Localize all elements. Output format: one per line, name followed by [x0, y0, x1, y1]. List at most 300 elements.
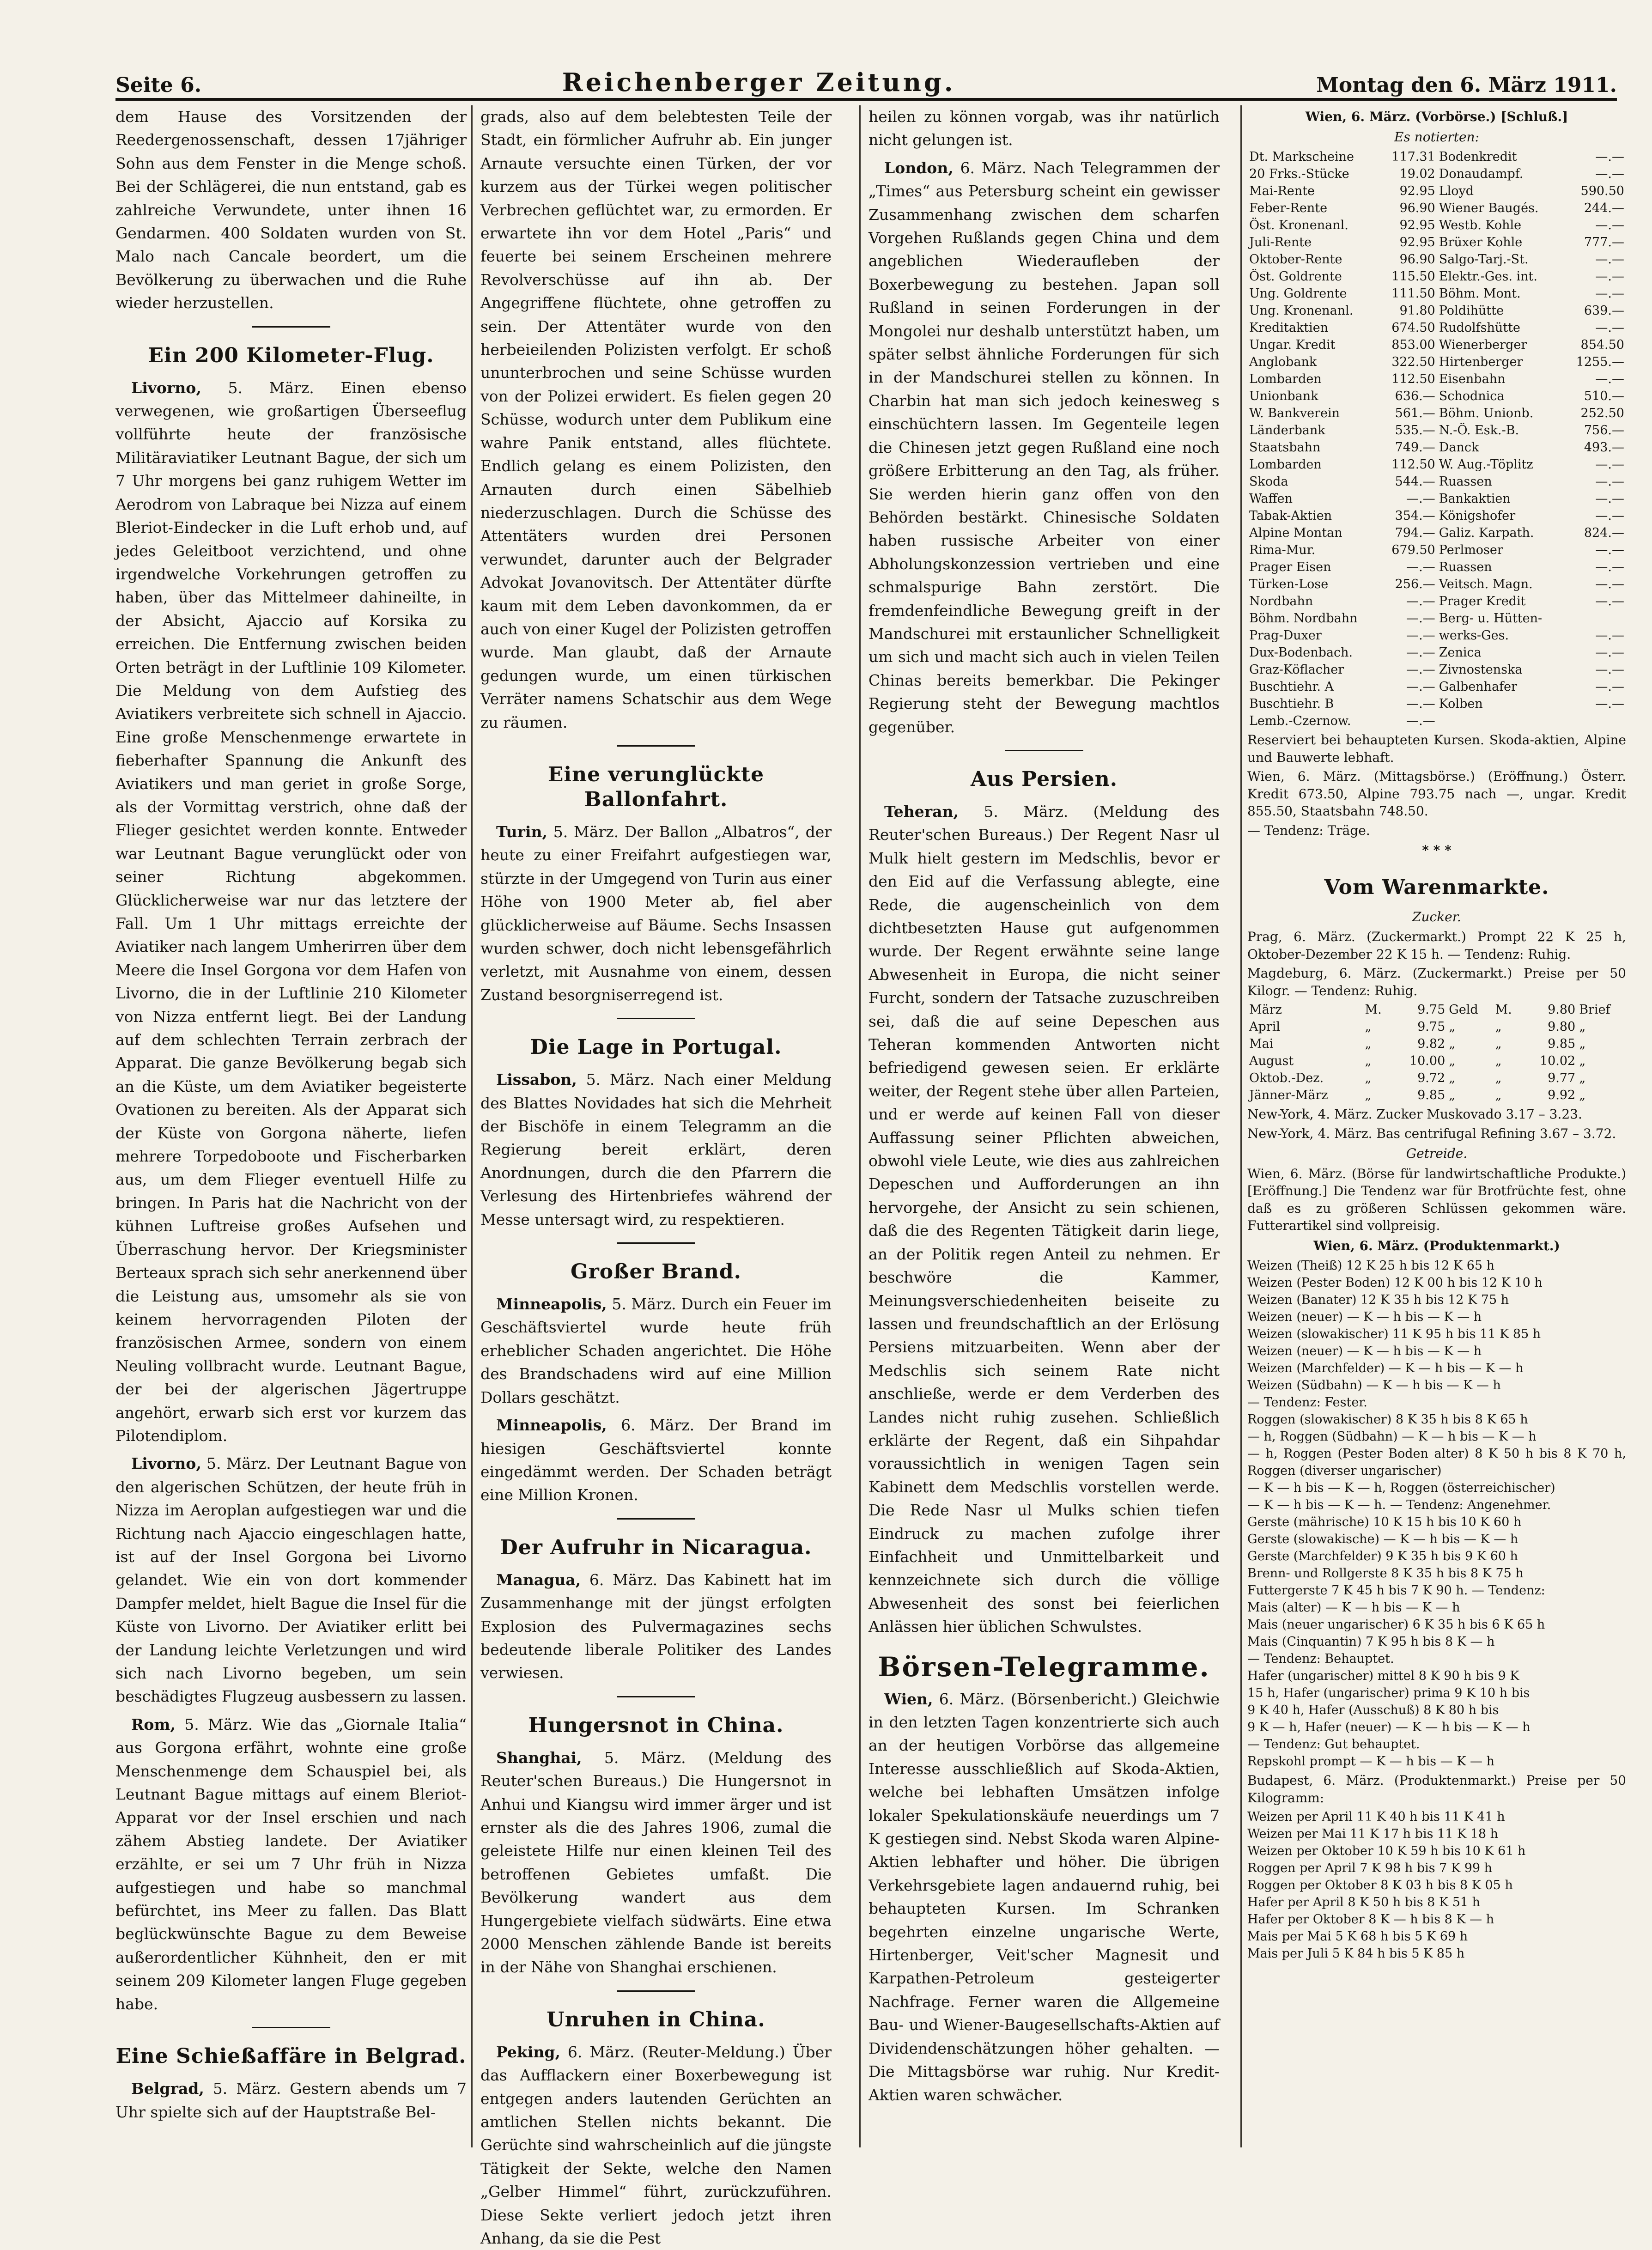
article-continuation: dem Hause des Vorsitzenden der Reedergenossenschaft, dessen 17jähriger Sohn aus dem Fenster in die Menge schoß. Bei der Schlägerei, die nun entstand, gab es zahlreiche Verwundete, unter ihnen 16 Gendarmen. 400 Soldaten wurden von St. Malo nach Cancale beordert, um die Bevölkerung zu überwachen und die Ruhe wieder herzustellen.: [115, 108, 467, 312]
dateline: London,: [884, 158, 954, 177]
sugar-cell: 10.00: [1409, 1054, 1446, 1068]
stock-name: Ruassen: [1439, 560, 1492, 574]
stock-price: 824.—: [1584, 526, 1624, 540]
stock-name: Elektr.-Ges. int.: [1439, 269, 1537, 284]
headline-nicaragua: Der Aufruhr in Nicaragua.: [500, 1535, 812, 1559]
sugar-cell: M.: [1495, 1003, 1512, 1017]
column-4-markets: [1247, 105, 1626, 2147]
header-rule: [115, 98, 1617, 101]
dateline: Shanghai,: [496, 1748, 582, 1767]
stock-name: Perlmoser: [1439, 543, 1503, 557]
budapest-row: Weizen per April 11 K 40 h bis 11 K 41 h: [1247, 1810, 1505, 1824]
produktenmarkt-heading: Wien, 6. März. (Produktenmarkt.): [1313, 1238, 1560, 1253]
stock-name: werks-Ges.: [1439, 628, 1509, 643]
sugar-cell: „: [1579, 1054, 1586, 1068]
stock-price: 794.—: [1395, 526, 1435, 540]
grain-row: Mais (Cinquantin) 7 K 95 h bis 8 K — h: [1247, 1635, 1495, 1649]
stock-price: 112.50: [1391, 457, 1435, 472]
paragraph-text: 5. März. Einen ebenso verwegenen, wie großartigen Überseeflug vollführte heute der französische Militäraviatiker Leutnant Bague, der sich um 7 Uhr morgens bei ganz ruhigem Wetter im Aerodrom von Labraque bei Nizza auf einem Bleriot-Eindecker in die Luft erhob und, auf jedes Geleitboot verzichtend, und ohne irgendwelche Vorkehrungen getroffen zu haben, über das Mittelmeer dahineilte, in der Absicht, Ajaccio auf Korsika zu erreichen. Die Entfernung zwischen beiden Orten beträgt in der Luftlinie 109 Kilometer. Die Meldung von dem Aufstieg des Aviatikers verbreitete sich schnell in Ajaccio. Eine große Menschenmenge erwartete in fieberhafter Spannung die Ankunft des Aviatikers und man geriet in große Sorge, als der Vormittag verstrich, ohne daß der Flieger gesichtet werden konnte. Entweder war Leutnant Bague verunglückt oder von seiner Richtung abgekommen. Glücklicherweise war nur das letztere der Fall. Um 1 Uhr mittags erreichte der Aviatiker nach langem Umherirren über dem Meere die Insel Gorgona vor dem Hafen von Livorno, die in der Luftlinie 210 Kilometer von Nizza entfernt liegt. Bei der Landung auf dem schlechten Terrain zerbrach der Apparat. Die ganze Bevölkerung begab sich an die Küste, um dem Aviatiker begeisterte Ovationen zu bereiten. Als der Apparat sich der Küste von Gorgona näherte, liefen mehrere Torpedoboote und Fischerbarken aus, um dem Flieger eventuell Hilfe zu bringen. In Paris hat die Nachricht von der kühnen Luftreise großes Aufsehen und Überraschung hervor. Der Kriegsminister Berteaux sprach sich sehr anerkennend über die Leistung aus, umsomehr als sie von keinem hervorragenden Piloten der französischen Armee, sondern von einem Neuling vollbracht wurde. Leutnant Bague, der bei der algerischen Jägertruppe angehört, erwarb sich erst vor kurzem das Pilotendiplom.: [115, 378, 467, 1445]
stock-name: Königshofer: [1439, 509, 1516, 523]
stock-name: W. Aug.-Töplitz: [1439, 457, 1533, 472]
stock-price: 535.—: [1395, 423, 1435, 438]
stock-name: Alpine Montan: [1249, 526, 1342, 540]
budapest-row: Roggen per Oktober 8 K 03 h bis 8 K 05 h: [1247, 1878, 1513, 1892]
section-rule: [617, 1696, 695, 1697]
paragraph-text: 6. März. Das Kabinett hat im Zusammenhange mit der jüngst erfolgten Explosion des Pulvermagazines sechs bedeutende liberale Politiker des Landes verwiesen.: [480, 1570, 832, 1682]
stock-price: —.—: [1595, 560, 1624, 574]
stock-row: [1247, 182, 1626, 200]
article-continuation: heilen zu können vorgab, was ihr natürlich nicht gelungen ist.: [869, 108, 1220, 149]
paragraph-text: 5. März. (Meldung des Reuter'schen Bureaus.) Die Hungersnot in Anhui und Kiangsu wird immer ärger und ist ernster als die des Jahres 1906, zumal die geleistete Hilfe nur einen kleinen Teil des betroffenen Gebietes umfaßt. Die Bevölkerung wandert aus dem Hungergebiete vielfach südwärts. Eine etwa 2000 Menschen zählende Bande ist bereits in der Nähe von Shanghai erschienen.: [480, 1748, 832, 1976]
stock-price: 252.50: [1580, 406, 1624, 420]
article-paragraph: [480, 1293, 832, 1409]
dateline: Lissabon,: [496, 1070, 577, 1089]
stock-name: Lemb.-Czernow.: [1249, 714, 1351, 728]
sugar-row: [1247, 1087, 1626, 1104]
stock-price: 96.90: [1399, 201, 1435, 215]
article-paragraph: [480, 821, 832, 1007]
stock-name: Türken-Lose: [1249, 577, 1329, 591]
stock-price: —.—: [1595, 663, 1624, 677]
sugar-cell: 9.80: [1548, 1003, 1576, 1017]
market-note: Wien, 6. März. (Börse für landwirtschaftliche Produkte.) [Eröffnung.] Die Tendenz war für Brotfrüchte fest, ohne daß es zu größeren Schlüssen gekommen wäre. Futterartikel sind vollpreisig.: [1247, 1166, 1626, 1233]
stock-price: —.—: [1595, 269, 1624, 284]
column-rule: [1240, 105, 1242, 2147]
section-rule: [252, 2027, 330, 2028]
stock-row: [1247, 200, 1626, 217]
stock-name: Veitsch. Magn.: [1439, 577, 1533, 591]
grain-row: Weizen (Theiß) 12 K 25 h bis 12 K 65 h: [1247, 1259, 1495, 1273]
column-2: [480, 105, 832, 2248]
stock-price: —.—: [1595, 492, 1624, 506]
sugar-cell: Mai: [1249, 1037, 1274, 1051]
stock-name: Poldihütte: [1439, 304, 1504, 318]
stock-price: 493.—: [1584, 440, 1624, 455]
stock-name: Lloyd: [1439, 184, 1474, 198]
stock-name: Galbenhafer: [1439, 680, 1518, 694]
grain-row: Weizen (neuer) — K — h bis — K — h: [1247, 1310, 1482, 1324]
stock-price: 256.—: [1395, 577, 1435, 591]
sugar-cell: „: [1579, 1088, 1586, 1102]
paragraph-text: 5. März. Gestern abends um 7 Uhr spielte sich auf der Hauptstraße Bel-: [115, 2080, 467, 2121]
stock-price: —.—: [1595, 167, 1624, 181]
stock-subheading: Es notierten:: [1394, 129, 1480, 145]
stock-name: Schodnica: [1439, 389, 1505, 403]
grain-row: Weizen (Marchfelder) — K — h bis — K — h: [1247, 1361, 1524, 1375]
stock-name: Kolben: [1439, 697, 1483, 711]
stock-price: 561.—: [1395, 406, 1435, 420]
sugar-row: [1247, 1070, 1626, 1087]
stock-row: [1247, 251, 1626, 268]
stock-name: Salgo-Tarj.-St.: [1439, 252, 1529, 267]
stock-price: 354.—: [1395, 509, 1435, 523]
grain-row: Repskohl prompt — K — h bis — K — h: [1247, 1754, 1494, 1769]
stock-row: [1247, 165, 1626, 182]
stock-row: [1247, 678, 1626, 695]
sugar-cell: „: [1449, 1020, 1456, 1034]
grain-row: 15 h, Hafer (ungarischer) prima 9 K 10 h bis: [1247, 1686, 1530, 1700]
stock-price: 92.95: [1399, 235, 1435, 249]
article-paragraph: [480, 1746, 832, 1979]
market-note: New-York, 4. März. Bas centrifugal Refining 3.67 – 3.72.: [1247, 1125, 1616, 1141]
stock-name: Berg- u. Hütten-: [1439, 611, 1543, 626]
stock-name: Zivnostenska: [1439, 663, 1523, 677]
section-rule: [617, 1018, 695, 1019]
sugar-table-body: [1247, 1001, 1626, 1104]
dateline: Rom,: [131, 1715, 176, 1733]
stock-price: —.—: [1595, 680, 1624, 694]
stock-row: [1247, 439, 1626, 456]
headline-hunger: Hungersnot in China.: [528, 1713, 784, 1737]
market-note: — Tendenz: Träge.: [1247, 822, 1370, 838]
stock-price: [1564, 610, 1626, 627]
article-paragraph: [869, 1688, 1220, 2107]
sugar-table: [1247, 1001, 1626, 1104]
sugar-row: [1247, 1052, 1626, 1070]
grain-row: — Tendenz: Gut behauptet.: [1247, 1737, 1420, 1751]
stock-price: —.—: [1595, 594, 1624, 608]
grain-row: Futtergerste 7 K 45 h bis 7 K 90 h. — Tendenz:: [1247, 1583, 1545, 1598]
paragraph-text: 6. März. (Börsenbericht.) Gleichwie in den letzten Tagen konzentrierte sich auch an der heutigen Vorbörse das allgemeine Interesse ausschließlich auf Skoda-Aktien, welche bei lebhaften Umsätzen infolge lokaler Spekulationskäufe neuerdings um 7 K gestiegen sind. Nebst Skoda waren Alpine-Aktien lebhafter und höher. Die übrigen Verkehrsgebiete lagen andauernd ruhig, bei behaupteten Kursen. Im Schranken begehrten einzelne ungarische Werte, Hirtenberger, Veit'scher Magnesit und Karpathen-Petroleum gesteigerter Nachfrage. Ferner waren die Allgemeine Bau- und Wiener-Baugesellschafts-Aktien auf Dividendenschätzungen höher gehalten. — Die Mittagsbörse war ruhig. Nur Kredit-Aktien waren schwächer.: [869, 1690, 1220, 2104]
dateline: Peking,: [496, 2043, 560, 2061]
stock-price: —.—: [1595, 457, 1624, 472]
sugar-cell: 9.92: [1548, 1088, 1576, 1102]
market-note: Wien, 6. März. (Mittagsbörse.) (Eröffnung.) Österr. Kredit 673.50, Alpine 793.75 nach —, ungar. Kredit 855.50, Staatsbahn 748.50.: [1247, 769, 1626, 819]
article-paragraph: [480, 2041, 832, 2250]
dateline: Livorno,: [131, 378, 201, 397]
stock-name: Galiz. Karpath.: [1439, 526, 1534, 540]
stock-price: —.—: [1595, 321, 1624, 335]
separator-stars: * * *: [1422, 843, 1452, 858]
headline-brand: Großer Brand.: [571, 1260, 741, 1284]
stock-row: [1247, 490, 1626, 507]
sugar-cell: Geld: [1449, 1003, 1478, 1017]
grain-row: — h, Roggen (Südbahn) — K — h bis — K — h: [1247, 1429, 1537, 1444]
sugar-cell: Oktob.-Dez.: [1249, 1071, 1324, 1085]
column-rule: [859, 105, 861, 2147]
grain-row: Weizen (slowakischer) 11 K 95 h bis 11 K 85 h: [1247, 1327, 1541, 1341]
sugar-cell: 10.02: [1539, 1054, 1576, 1068]
article-paragraph: [115, 1713, 467, 2016]
stock-name: Lombarden: [1249, 372, 1322, 386]
grain-row: Gerste (mährische) 10 K 15 h bis 10 K 60 h: [1247, 1515, 1522, 1529]
paragraph-text: 6. März. Nach Telegrammen der „Times“ aus Petersburg scheint ein gewisser Zusammenhang zwischen dem scharfen Vorgehen Rußlands gegen China und dem angeblichen Wiederaufleben der Boxerbewegung zu bestehen. Japan soll Rußland in seinen Forderungen in der Mongolei nur deshalb unterstützt haben, um später selbst ähnliche Forderungen für sich in der Mandschurei stellen zu können. In Charbin hat man sich jedoch keinesweg s einschüchtern lassen. Im Gegenteile legen die Chinesen jetzt gegen Rußland eine noch größere Erbitterung an den Tag, als früher. Sie werden hierin ganz offen von den Behörden bestärkt. Chinesische Soldaten haben russische Arbeiter von einer Abholungskonzession vertrieben und eine schmalspurige Bahn zerstört. Die fremdenfeindliche Bewegung greift in der Mandschurei mit erstaunlicher Schnelligkeit um sich und macht sich auch in vielen Teilen Chinas bereits bemerkbar. Die Pekinger Regierung steht der Bewegung machtlos gegenüber.: [869, 158, 1220, 736]
stock-price: —.—: [1595, 543, 1624, 557]
stock-row: [1247, 473, 1626, 490]
budapest-list: [1247, 1808, 1626, 1962]
stock-name: Oktober-Rente: [1249, 252, 1342, 267]
dateline: Wien,: [884, 1690, 933, 1708]
paragraph-text: 5. März. Der Leutnant Bague von den algerischen Schützen, der heute früh in Nizza im Aeroplan aufgestiegen war und die Richtung nach Ajaccio eingeschlagen hatte, ist auf der Insel Gorgona bei Livorno gelandet. Wie ein von dort kommender Dampfer meldet, hielt Bague die Insel für die Küste von Livorno. Der Aviatiker erlitt bei der Landung leichte Verletzungen und wird sich nach Livorno begeben, um sein beschädigtes Flugzeug ausbessern zu lassen.: [115, 1454, 467, 1706]
paragraph-text: 5. März. Der Ballon „Albatros“, der heute zu einer Freifahrt aufgestiegen war, stürzte in der Umgegend von Turin aus einer Höhe von 1900 Meter ab, fiel aber glücklicherweise auf Bäume. Sechs Insassen wurden schwer, doch nicht lebensgefährlich verletzt, mit Ausnahme von einem, dessen Zustand besorgniserregend ist.: [480, 822, 832, 1004]
stock-price: —.—: [1406, 560, 1435, 574]
stock-price: —.—: [1595, 645, 1624, 660]
grain-row: — Tendenz: Fester.: [1247, 1395, 1367, 1410]
dateline: Teheran,: [884, 802, 959, 821]
article-continuation: grads, also auf dem belebtesten Teile der Stadt, ein förmlicher Aufruhr ab. Ein junger Arnaute versuchte einen Türken, der vor kurzem aus der Türkei wegen politischer Verbrechen geflüchtet war, zu ermorden. Er erwartete ihn vor dem Hotel „Paris“ und feuerte bei seinem Erscheinen mehrere Revolverschüsse auf ihn ab. Der Angegriffene flüchtete, ohne getroffen zu sein. Der Attentäter wurde von den herbeieilenden Polizisten verfolgt. Er schoß ununterbrochen und seine Schüsse wurden von der Polizei erwidert. Es fielen gegen 20 Schüsse, wodurch unter dem Publikum eine wahre Panik entstand, alles flüchtete. Endlich gelang es einem Polizisten, den Arnauten durch einen Säbelhieb niederzuschlagen. Durch die Schüsse des Attentäters wurden drei Personen verwundet, darunter auch der Belgrader Advokat Jovanovitsch. Der Attentäter dürfte kaum mit dem Leben davonkommen, da er auch von einer Kugel der Polizisten getroffen wurde. Man glaubt, daß der Arnaute gedungen wurde, um einen türkischen Verräter namens Schatschir aus dem Wege zu räumen.: [480, 108, 832, 731]
headline-portugal: Die Lage in Portugal.: [530, 1035, 782, 1059]
stock-name: Wienerberger: [1439, 338, 1527, 352]
grain-row: Roggen (slowakischer) 8 K 35 h bis 8 K 65 h: [1247, 1412, 1528, 1427]
article-paragraph: [480, 1068, 832, 1231]
sugar-cell: „: [1449, 1054, 1456, 1068]
market-note: Prag, 6. März. (Zuckermarkt.) Prompt 22 K 25 h, Oktober-Dezember 22 K 15 h. — Tendenz: Ruhig.: [1247, 929, 1626, 962]
sugar-cell: März: [1249, 1003, 1282, 1017]
sugar-cell: „: [1495, 1054, 1502, 1068]
budapest-row: Weizen per Oktober 10 K 59 h bis 10 K 61 h: [1247, 1844, 1526, 1858]
sugar-cell: „: [1495, 1020, 1502, 1034]
grain-row: — K — h bis — K — h. — Tendenz: Angenehmer.: [1247, 1498, 1551, 1512]
stock-row: [1247, 422, 1626, 439]
stock-price: 854.50: [1580, 338, 1624, 352]
column-3: [869, 105, 1220, 2147]
stock-name: Eisenbahn: [1439, 372, 1506, 386]
headline-warenmarkt: Vom Warenmarkte.: [1324, 875, 1549, 899]
stock-price: 117.31: [1391, 150, 1435, 164]
page-header: [115, 55, 1617, 97]
headline-ballon: Eine verunglückte Ballonfahrt.: [547, 762, 765, 811]
dateline: Belgrad,: [131, 2080, 204, 2098]
stock-price: 322.50: [1391, 355, 1435, 369]
stock-name: Mai-Rente: [1249, 184, 1315, 198]
grain-row: Weizen (Pester Boden) 12 K 00 h bis 12 K 10 h: [1247, 1276, 1543, 1290]
stock-price: —.—: [1595, 577, 1624, 591]
grain-row: Weizen (Südbahn) — K — h bis — K — h: [1247, 1378, 1501, 1393]
stock-price: —.—: [1595, 150, 1624, 164]
column-1: [115, 105, 467, 2147]
page-number: Seite 6.: [115, 73, 202, 97]
stock-name: Brüxer Kohle: [1439, 235, 1523, 249]
stock-price: 853.00: [1391, 338, 1435, 352]
stock-price: 111.50: [1391, 286, 1435, 301]
stock-price: —.—: [1406, 611, 1435, 626]
article-paragraph: [480, 1569, 832, 1685]
grain-row: Weizen (Banater) 12 K 35 h bis 12 K 75 h: [1247, 1293, 1509, 1307]
sugar-cell: 9.85: [1548, 1037, 1576, 1051]
grain-row: Brenn- und Rollgerste 8 K 35 h bis 8 K 75 h: [1247, 1566, 1524, 1581]
stock-price: 91.80: [1399, 304, 1435, 318]
market-note: New-York, 4. März. Zucker Muskovado 3.17 – 3.23.: [1247, 1107, 1582, 1122]
stock-name: Rudolfshütte: [1439, 321, 1520, 335]
section-rule: [617, 1990, 695, 1992]
stock-price: 544.—: [1395, 474, 1435, 489]
paragraph-text: 5. März. Wie das „Giornale Italia“ aus Gorgona erfährt, wohnte eine große Menschenmenge dem Schauspiel bei, als Leutnant Bague mittags auf einem Bleriot-Apparat vor der Insel erschien und nach zähem Abstieg landete. Der Aviatiker erzählte, er sei um 7 Uhr früh in Nizza aufgestiegen und habe so manchmal befürchtet, ins Meer zu fallen. Das Blatt beglückwünschte Bague zu dem Beweise außerordentlicher Kühnheit, den er mit seinem 209 Kilometer langen Fluge gegeben habe.: [115, 1715, 467, 2013]
budapest-row: Hafer per April 8 K 50 h bis 8 K 51 h: [1247, 1895, 1481, 1909]
stock-name: Graz-Köflacher: [1249, 663, 1344, 677]
section-rule: [617, 745, 695, 747]
stock-price: 674.50: [1391, 321, 1435, 335]
headline-flug: Ein 200 Kilometer-Flug.: [148, 343, 434, 367]
stock-name: Dux-Bodenbach.: [1249, 645, 1353, 660]
sugar-cell: 9.72: [1417, 1071, 1446, 1085]
stock-price: 636.—: [1395, 389, 1435, 403]
sugar-cell: „: [1495, 1088, 1502, 1102]
stock-row: [1247, 610, 1626, 627]
stock-name: Westb. Kohle: [1439, 218, 1522, 232]
sugar-row: [1247, 1018, 1626, 1035]
grain-row: 9 K — h, Hafer (neuer) — K — h bis — K — h: [1247, 1720, 1531, 1734]
dateline: Minneapolis,: [496, 1295, 607, 1314]
stock-name: Buschtiehr. B: [1249, 697, 1334, 711]
sugar-cell: M.: [1365, 1003, 1382, 1017]
stock-name: Danck: [1439, 440, 1479, 455]
stock-name: Prag-Duxer: [1249, 628, 1322, 643]
market-note: Reserviert bei behaupteten Kursen. Skoda-aktien, Alpine und Bauwerte lebhaft.: [1247, 732, 1626, 765]
sugar-cell: April: [1249, 1020, 1280, 1034]
stock-row: [1247, 712, 1626, 730]
stock-price: 1255.—: [1576, 355, 1624, 369]
sugar-cell: 9.80: [1548, 1020, 1576, 1034]
stock-name: Staatsbahn: [1249, 440, 1321, 455]
sugar-cell: 9.75: [1417, 1020, 1446, 1034]
stock-row: [1247, 661, 1626, 678]
stock-name: Donaudampf.: [1439, 167, 1524, 181]
stock-row: [1247, 371, 1626, 388]
stock-price: —.—: [1406, 628, 1435, 643]
stock-price: 112.50: [1391, 372, 1435, 386]
stock-price: —.—: [1406, 714, 1435, 728]
sugar-row: [1247, 1001, 1626, 1018]
sugar-cell: 9.75: [1417, 1003, 1446, 1017]
stock-price: —.—: [1406, 697, 1435, 711]
stock-price: —.—: [1406, 492, 1435, 506]
stock-name: Anglobank: [1249, 355, 1317, 369]
stock-price: —.—: [1595, 218, 1624, 232]
stock-row: [1247, 541, 1626, 559]
dateline: Livorno,: [131, 1454, 201, 1473]
budapest-row: Hafer per Oktober 8 K — h bis 8 K — h: [1247, 1912, 1494, 1927]
stock-row: [1247, 148, 1626, 165]
sugar-cell: 9.85: [1417, 1088, 1446, 1102]
sugar-cell: „: [1449, 1037, 1456, 1051]
stock-row: [1247, 268, 1626, 285]
stock-name: Bankaktien: [1439, 492, 1511, 506]
stock-row: [1247, 217, 1626, 234]
grain-row: Weizen (neuer) — K — h bis — K — h: [1247, 1344, 1482, 1358]
stock-name: Dt. Markscheine: [1249, 150, 1354, 164]
article-paragraph: [869, 157, 1220, 739]
stock-table: [1247, 148, 1626, 730]
stock-name: Böhm. Nordbahn: [1249, 611, 1358, 626]
budapest-row: Roggen per April 7 K 98 h bis 7 K 99 h: [1247, 1861, 1493, 1875]
section-rule: [252, 326, 330, 328]
grain-row: Gerste (slowakische) — K — h bis — K — h: [1247, 1532, 1518, 1546]
stock-name: W. Bankverein: [1249, 406, 1340, 420]
stock-price: 777.—: [1584, 235, 1624, 249]
sugar-cell: Brief: [1579, 1003, 1610, 1017]
article-paragraph: [115, 1452, 467, 1708]
stock-row: [1247, 319, 1626, 336]
stock-price: —.—: [1406, 680, 1435, 694]
stock-price: 639.—: [1584, 304, 1624, 318]
stock-name: Ungar. Kredit: [1249, 338, 1336, 352]
stock-name: Böhm. Unionb.: [1439, 406, 1534, 420]
stock-name: Bodenkredit: [1439, 150, 1517, 164]
stock-price: [1564, 712, 1626, 730]
budapest-row: Mais per Mai 5 K 68 h bis 5 K 69 h: [1247, 1929, 1468, 1944]
stock-price: 115.50: [1391, 269, 1435, 284]
sugar-cell: „: [1495, 1071, 1502, 1085]
stock-price: —.—: [1595, 286, 1624, 301]
stock-name: Prager Eisen: [1249, 560, 1331, 574]
headline-persien: Aus Persien.: [970, 767, 1118, 791]
stock-name: Tabak-Aktien: [1249, 509, 1332, 523]
stock-name: Rima-Mur.: [1249, 543, 1316, 557]
stock-row: [1247, 234, 1626, 251]
paragraph-text: 5. März. Nach einer Meldung des Blattes Novidades hat sich die Mehrheit der Bischöfe in einem Telegramm an die Regierung bereit erklärt, deren Anordnungen, durch die den Pfarrern die Verlesung des Hirtenbriefes während der Messe untersagt wird, zu respektieren.: [480, 1070, 832, 1228]
headline-unruhen: Unruhen in China.: [547, 2007, 765, 2031]
section-rule: [617, 1242, 695, 1244]
stock-name: Ung. Goldrente: [1249, 286, 1347, 301]
article-paragraph: [869, 800, 1220, 1639]
stock-name: Wiener Baugés.: [1439, 201, 1539, 215]
stock-row: [1247, 285, 1626, 302]
sugar-cell: 9.82: [1417, 1037, 1446, 1051]
stock-price: —.—: [1406, 594, 1435, 608]
stock-name: Feber-Rente: [1249, 201, 1328, 215]
stock-name: 20 Frks.-Stücke: [1249, 167, 1349, 181]
stock-name: Unionbank: [1249, 389, 1318, 403]
stock-price: 19.02: [1399, 167, 1435, 181]
paragraph-text: 6. März. (Reuter-Meldung.) Über das Aufflackern einer Boxerbewegung ist entgegen anders lautenden Gerüchten an amtlichen Stellen nichts bekannt. Die Gerüchte sind wahrscheinlich auf die jüngste Tätigkeit der Sekte, welche den Namen „Gelber Himmel“ führt, zurückzuführen. Diese Sekte verliert jedoch jetzt ihren Anhang, da sie die Pest: [480, 2043, 832, 2248]
stock-row: [1247, 593, 1626, 610]
stock-row: [1247, 644, 1626, 661]
sugar-cell: „: [1495, 1037, 1502, 1051]
stock-row: [1247, 559, 1626, 576]
stock-name: Hirtenberger: [1439, 355, 1523, 369]
stock-price: —.—: [1595, 697, 1624, 711]
paragraph-text: 5. März. Durch ein Feuer im Geschäftsviertel wurde heute früh erheblicher Schaden angerichtet. Die Höhe des Brandschadens wird auf eine Million Dollars geschätzt.: [480, 1295, 832, 1406]
stock-price: 96.90: [1399, 252, 1435, 267]
budapest-row: Weizen per Mai 11 K 17 h bis 11 K 18 h: [1247, 1827, 1499, 1841]
paragraph-text: 5. März. (Meldung des Reuter'schen Bureaus.) Der Regent Nasr ul Mulk hielt gestern im Medschlis, bevor er den Eid auf die Verfassung ablegte, eine Rede, die augenscheinlich von dem dichtbesetzten Hause gut aufgenommen wurde. Der Regent erwähnte seine lange Abwesenheit in Europa, die nicht seiner Furcht, sondern der Tatsache zuzuschreiben sei, daß die auf seine Depeschen aus Teheran kommenden Antworten nicht befriedigend gewesen seien. Er erklärte weiter, der Regent stehe über allen Parteien, und er werde auf keinen Fall von dieser Auffassung seiner Pflichten abweichen, obwohl viele Leute, wie dies aus zahlreichen Depeschen und Aufforderungen an ihn hervorgehe, der Ansicht zu sein schienen, daß die des Regenten Tätigkeit darin liege, an der Politik regen Anteil zu nehmen. Er beschwöre die Kammer, Meinungsverschiedenheiten beiseite zu lassen und freundschaftlich an der Erlösung Persiens mitzuarbeiten. Wenn aber der Medschlis sich seinem Rate nicht anschließe, werde er dem Verderben des Landes nicht ruhig zusehen. Schließlich erklärte der Regent, daß ein Sihpahdar voraussichtlich in wenigen Tagen sein Kabinett dem Medschlis vorstellen werde. Die Rede Nasr ul Mulks schien tiefen Eindruck zu machen zufolge ihrer Einfachheit und Unmittelbarkeit und kennzeichnete sich durch die völlige Abwesenheit des sonst bei feierlichen Anlässen hier üblichen Schwulstes.: [869, 802, 1220, 1636]
grain-row: 9 K 40 h, Hafer (Ausschuß) 8 K 80 h bis: [1247, 1703, 1499, 1717]
stock-name: Länderbank: [1249, 423, 1325, 438]
stock-price: 244.—: [1584, 201, 1624, 215]
stock-price: —.—: [1595, 509, 1624, 523]
stock-price: —.—: [1595, 252, 1624, 267]
sugar-cell: 9.77: [1548, 1071, 1576, 1085]
section-rule: [1005, 750, 1083, 751]
dateline: Turin,: [496, 822, 547, 841]
stock-price: —.—: [1406, 663, 1435, 677]
headline-belgrad: Eine Schießaffäre in Belgrad.: [115, 2044, 467, 2068]
stock-name: Juli-Rente: [1249, 235, 1312, 249]
stock-price: —.—: [1595, 372, 1624, 386]
stock-price: —.—: [1406, 645, 1435, 660]
sugar-cell: „: [1449, 1071, 1456, 1085]
stock-price: 756.—: [1584, 423, 1624, 438]
sugar-cell: „: [1365, 1088, 1372, 1102]
stock-name: Öst. Kronenanl.: [1249, 218, 1348, 232]
sugar-cell: „: [1579, 1037, 1586, 1051]
stock-row: [1247, 405, 1626, 422]
column-rule: [471, 105, 473, 2147]
section-rule: [617, 1518, 695, 1520]
market-note: Budapest, 6. März. (Produktenmarkt.) Preise per 50 Kilogramm:: [1247, 1773, 1626, 1806]
stock-row: [1247, 695, 1626, 712]
stock-price: 679.50: [1391, 543, 1435, 557]
stock-price: 510.—: [1584, 389, 1624, 403]
stock-price: 749.—: [1395, 440, 1435, 455]
sugar-cell: „: [1449, 1088, 1456, 1102]
grain-row: — Tendenz: Behauptet.: [1247, 1652, 1394, 1666]
stock-row: [1247, 388, 1626, 405]
stock-name: Zenica: [1439, 645, 1482, 660]
stock-name: Ung. Kronenanl.: [1249, 304, 1354, 318]
stock-name: Waffen: [1249, 492, 1293, 506]
grain-row: Hafer (ungarischer) mittel 8 K 90 h bis 9 K: [1247, 1669, 1519, 1683]
